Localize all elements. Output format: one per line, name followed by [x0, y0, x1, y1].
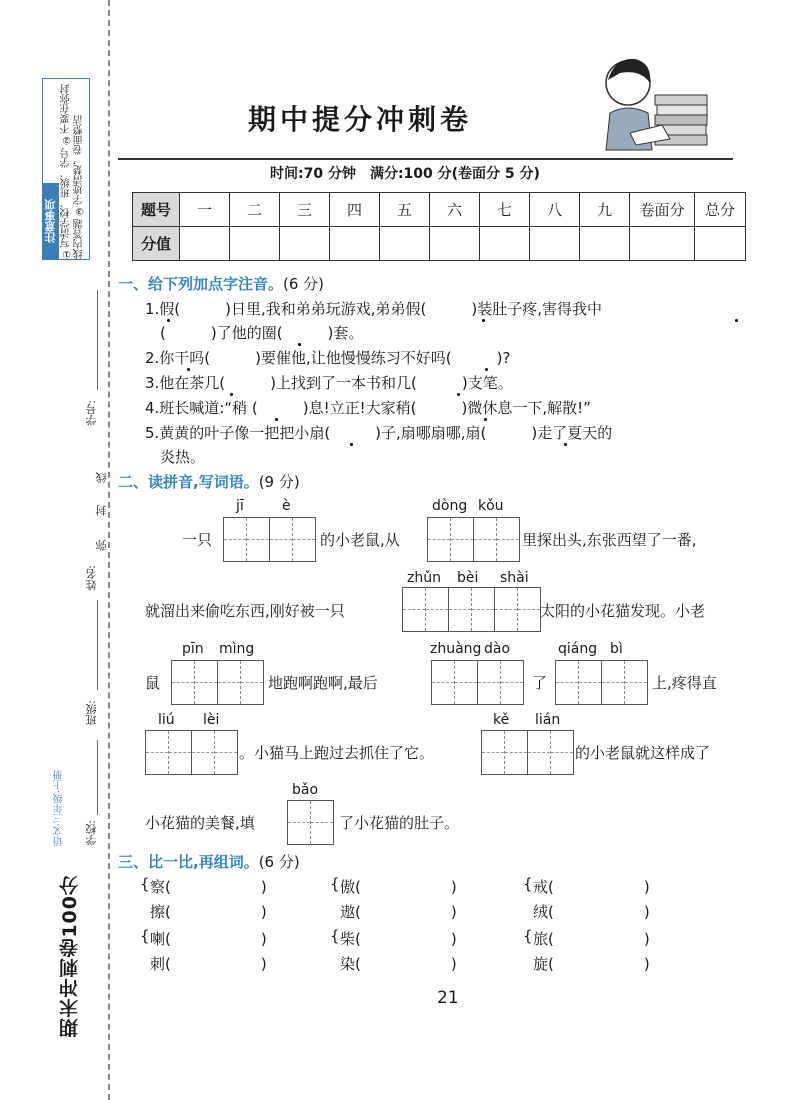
compare-group: { [330, 875, 340, 893]
score-cell[interactable] [580, 227, 630, 261]
mi-label: 弥 [95, 540, 108, 551]
char-box-4[interactable] [171, 660, 264, 705]
q1-line-2: 2.你干吗( )要催他,让他慢慢练习不好吗( )? [145, 349, 511, 367]
compare-group: { [523, 927, 533, 945]
q2-text: 。小猫马上跑过去抓住了它。 [239, 744, 435, 762]
pinyin: pīn [182, 641, 204, 657]
score-cell[interactable] [280, 227, 330, 261]
emphasis-dot [482, 319, 485, 322]
compare-item[interactable]: 遨( ) [340, 903, 457, 921]
pinyin: bèi [457, 570, 479, 586]
score-col: 八 [530, 193, 580, 227]
pinyin: lián [535, 712, 561, 728]
pinyin: liú [158, 712, 175, 728]
q2-text: 上,疼得直 [652, 674, 717, 692]
compare-item[interactable]: 染( ) [340, 955, 457, 973]
xuehao-line [97, 290, 98, 390]
pinyin: dòng [432, 498, 468, 514]
q1-line-5b: 炎热。 [160, 448, 206, 466]
compare-item[interactable]: 绒( ) [533, 903, 650, 921]
q2-title: 二、读拼音,写词语。 [118, 473, 259, 491]
emphasis-dot [485, 368, 488, 371]
q1-line-1b: ( )了他的圈( )套。 [160, 324, 364, 342]
subject-label: 语文·三年级·上册 [54, 770, 65, 847]
q2-text: 了小花猫的肚子。 [339, 814, 460, 832]
emphasis-dot [484, 418, 487, 421]
emphasis-dot [230, 393, 233, 396]
pinyin: bǎo [292, 782, 319, 798]
score-value-row [133, 227, 746, 261]
pinyin: kě [493, 712, 510, 728]
notes-label: 注意事项 [43, 183, 59, 259]
q3-heading [118, 851, 300, 872]
emphasis-dot [564, 443, 567, 446]
pinyin: zhuàng [430, 641, 482, 657]
notes-box [42, 78, 90, 260]
score-col: 卷面分 [630, 193, 695, 227]
score-col: 四 [330, 193, 380, 227]
score-col: 五 [380, 193, 430, 227]
xingming-label: 姓名: [85, 565, 98, 591]
emphasis-dot [350, 443, 353, 446]
score-col: 七 [480, 193, 530, 227]
score-cell[interactable] [230, 227, 280, 261]
q2-text: 了 [532, 674, 548, 692]
score-col: 九 [580, 193, 630, 227]
q1-line-5a: 5.黄黄的叶子像一把把小扇( )子,扇哪扇哪,扇( )走了夏天的 [145, 424, 613, 442]
char-box-2[interactable] [287, 800, 334, 845]
pinyin: è [282, 498, 291, 514]
score-cell[interactable] [480, 227, 530, 261]
time-info: 时间:70 分钟 满分:100 分(卷面分 5 分) [270, 166, 540, 182]
q2-text: 鼠 [145, 674, 161, 692]
q2-heading [118, 471, 300, 492]
banji-line [97, 740, 98, 815]
pinyin: jī [236, 498, 244, 514]
banji-label: 班级: [85, 700, 98, 726]
score-cell[interactable] [180, 227, 230, 261]
compare-item[interactable]: 戒( ) [533, 878, 650, 896]
q2-text: 一只 [182, 531, 213, 549]
pinyin: shài [500, 570, 529, 586]
compare-item[interactable]: 察( ) [150, 878, 267, 896]
q2-text: 里探出头,东张西望了一番, [522, 531, 697, 549]
pinyin: zhǔn [407, 570, 441, 586]
q1-line-1a: 1.假( )日里,我和弟弟玩游戏,弟弟假( )装肚子疼,害得我中 [145, 300, 603, 318]
emphasis-dot [187, 368, 190, 371]
emphasis-dot [298, 343, 301, 346]
feng-label: 封 [95, 505, 108, 516]
char-box-4[interactable] [145, 730, 238, 775]
notes-text: ①写清学校、班级、学号 ②不要在弥封线内答题 ③字迹清楚，卷面整洁 [61, 83, 85, 259]
pinyin: lèi [203, 712, 220, 728]
q2-text: 太阳的小花猫发现。小老 [540, 602, 706, 620]
xingming-line [97, 600, 98, 690]
char-box-4[interactable] [555, 660, 648, 705]
q1-title: 一、给下列加点字注音。 [118, 275, 284, 293]
pinyin: dào [484, 641, 511, 657]
compare-item[interactable]: 旋( ) [533, 955, 650, 973]
emphasis-dot [167, 319, 170, 322]
q1-line-3: 3.他在茶几( )上找到了一本书和几( )支笔。 [145, 374, 513, 392]
page-title: 期中提分冲刺卷 [248, 103, 473, 136]
compare-group: { [140, 927, 150, 945]
compare-item[interactable]: 刺( ) [150, 955, 267, 973]
char-box-4[interactable] [427, 517, 520, 562]
compare-item[interactable]: 喇( ) [150, 930, 267, 948]
xuehao-label: 学号: [85, 400, 98, 426]
char-box-4[interactable] [431, 660, 524, 705]
score-cell[interactable] [330, 227, 380, 261]
compare-group: { [523, 875, 533, 893]
q2-text: 就溜出来偷吃东西,刚好被一只 [145, 602, 345, 620]
compare-item[interactable]: 柴( ) [340, 930, 457, 948]
emphasis-dot [735, 319, 738, 322]
q1-heading [118, 273, 324, 294]
q1-points: (6 分) [283, 275, 325, 293]
q3-title: 三、比一比,再组词。 [118, 853, 259, 871]
score-cell[interactable] [630, 227, 695, 261]
score-cell[interactable] [530, 227, 580, 261]
score-header-label: 题号 [133, 193, 180, 227]
pinyin: bì [610, 641, 623, 657]
char-box-4[interactable] [223, 517, 316, 562]
compare-item[interactable]: 旅( ) [533, 930, 650, 948]
compare-item[interactable]: 擦( ) [150, 903, 267, 921]
score-cell[interactable] [430, 227, 480, 261]
score-header-row [133, 193, 746, 227]
xuexiao-label: 学校: [85, 820, 98, 846]
q2-text: 的小老鼠,从 [320, 531, 400, 549]
score-cell[interactable] [695, 227, 746, 261]
char-box-6[interactable] [402, 587, 541, 632]
page-number: 21 [437, 988, 459, 1008]
score-col: 总分 [695, 193, 746, 227]
student-reading-illustration [600, 55, 730, 155]
xian-label: 线 [95, 472, 108, 483]
score-value-label: 分值 [133, 227, 180, 261]
compare-item[interactable]: 傲( ) [340, 878, 457, 896]
emphasis-dot [275, 418, 278, 421]
pinyin: qiáng [558, 641, 598, 657]
score-col: 六 [430, 193, 480, 227]
char-box-4[interactable] [481, 730, 574, 775]
q2-text: 小花猫的美餐,填 [145, 814, 255, 832]
q2-text: 地跑啊跑啊,最后 [268, 674, 378, 692]
score-table [132, 192, 746, 261]
pinyin: kǒu [478, 498, 504, 514]
q2-points: (9 分) [258, 473, 300, 491]
score-col: 三 [280, 193, 330, 227]
brand-label: 期末冲刺卷100分 [59, 875, 81, 1038]
header-rule [118, 158, 733, 160]
compare-group: { [140, 875, 150, 893]
score-col: 二 [230, 193, 280, 227]
score-col: 一 [180, 193, 230, 227]
q2-text: 的小老鼠就这样成了 [575, 744, 711, 762]
compare-group: { [330, 927, 340, 945]
pinyin: mìng [219, 641, 255, 657]
emphasis-dot [457, 393, 460, 396]
q3-points: (6 分) [258, 853, 300, 871]
score-cell[interactable] [380, 227, 430, 261]
q1-line-4: 4.班长喊道:“稍 ( )息!立正!大家稍( )微休息一下,解散!” [145, 399, 591, 417]
